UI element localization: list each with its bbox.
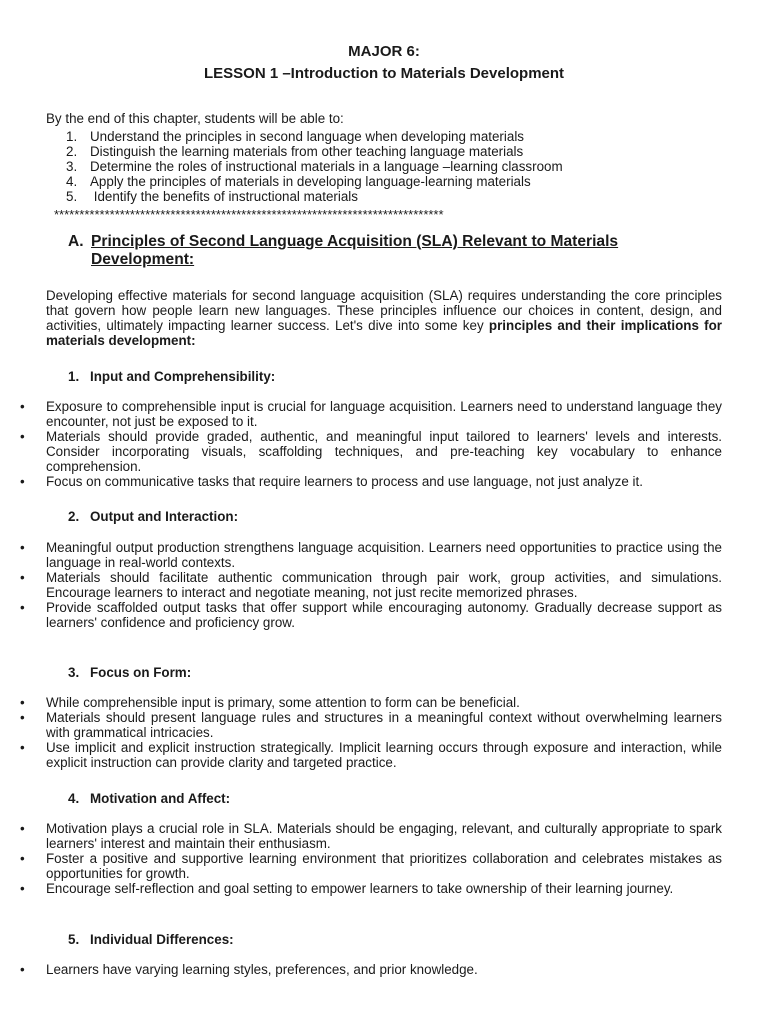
objective-item: 5. Identify the benefits of instructional materials bbox=[66, 189, 358, 204]
principle-heading: 1. Input and Comprehensibility: bbox=[68, 369, 276, 384]
list-item: • Focus on communicative tasks that require learners to process and use language, not just analyze it. bbox=[20, 474, 643, 489]
intro-bold-phrase: principles and their implications for materials development: bbox=[46, 318, 722, 348]
list-item: • Motivation plays a crucial role in SLA. Materials should be engaging, relevant, and culturally appropriate to spark learners' interest and maintain their enthusiasm. bbox=[20, 821, 722, 851]
list-item: • Foster a positive and supportive learning environment that prioritizes collaboration and celebrates mistakes as opportunities for growth. bbox=[20, 851, 722, 881]
section-title: Principles of Second Language Acquisition (SLA) Relevant to Materials Development: bbox=[91, 233, 619, 268]
principle-bullets bbox=[20, 821, 722, 896]
principle-bullets bbox=[20, 962, 722, 977]
list-item: • Meaningful output production strengthens language acquisition. Learners need opportunities to practice using the language in real-world contexts. bbox=[20, 540, 722, 570]
list-item: • Use implicit and explicit instruction strategically. Implicit learning occurs through exposure and interaction, while explicit instruction can provide clarity and targeted practice. bbox=[20, 740, 722, 770]
objective-item: 4. Apply the principles of materials in developing language-learning materials bbox=[66, 174, 531, 189]
principle-heading: 2. Output and Interaction: bbox=[68, 509, 239, 524]
list-item: • Learners have varying learning styles, preferences, and prior knowledge. bbox=[20, 962, 478, 977]
intro-paragraph: Developing effective materials for second language acquisition (SLA) requires understanding the core principles that govern how people learn new languages. These principles influence our choices in content, design, and activities, ultimately impacting learner success. Let's dive into some key principles and their implications for materials development: bbox=[46, 288, 722, 348]
major-heading: MAJOR 6: bbox=[348, 43, 420, 60]
objectives-list bbox=[46, 129, 736, 204]
list-item: • While comprehensible input is primary, some attention to form can be beneficial. bbox=[20, 695, 520, 710]
objectives-intro: By the end of this chapter, students will be able to: bbox=[46, 111, 344, 126]
principle-heading: 4. Motivation and Affect: bbox=[68, 791, 231, 806]
list-item: • Materials should present language rules and structures in a meaningful context without overwhelming learners with grammatical intricacies. bbox=[20, 710, 722, 740]
principle-heading: 5. Individual Differences: bbox=[68, 932, 234, 947]
learning-objectives bbox=[46, 111, 736, 204]
lesson-title: LESSON 1 –Introduction to Materials Development bbox=[203, 65, 565, 82]
principle-bullets bbox=[20, 695, 722, 770]
section-letter: A. bbox=[68, 233, 84, 250]
list-item: • Provide scaffolded output tasks that offer support while encouraging autonomy. Gradually decrease support as learners' confidence and proficiency grow. bbox=[20, 600, 722, 630]
principle-bullets bbox=[20, 540, 722, 630]
list-item: • Exposure to comprehensible input is crucial for language acquisition. Learners need to understand language they encounter, not just be exposed to it. bbox=[20, 399, 722, 429]
objective-item: 1. Understand the principles in second language when developing materials bbox=[66, 129, 524, 144]
list-item: • Materials should facilitate authentic communication through pair work, group activities, and simulations. Encourage learners to interact and negotiate meaning, not just recite memorized phrases. bbox=[20, 570, 722, 600]
asterisk-separator: ***************************************************************************** bbox=[54, 207, 444, 222]
list-item: • Encourage self-reflection and goal setting to empower learners to take ownership of their learning journey. bbox=[20, 881, 674, 896]
objective-item: 3. Determine the roles of instructional materials in a language –learning classroom bbox=[66, 159, 563, 174]
list-item: • Materials should provide graded, authentic, and meaningful input tailored to learners' levels and interests. Consider incorporating visuals, scaffolding techniques, and pre-teaching key vocabulary to enhance comprehension. bbox=[20, 429, 722, 474]
principle-heading: 3. Focus on Form: bbox=[68, 665, 192, 680]
objective-item: 2. Distinguish the learning materials from other teaching language materials bbox=[66, 144, 524, 159]
principle-bullets bbox=[20, 399, 722, 489]
